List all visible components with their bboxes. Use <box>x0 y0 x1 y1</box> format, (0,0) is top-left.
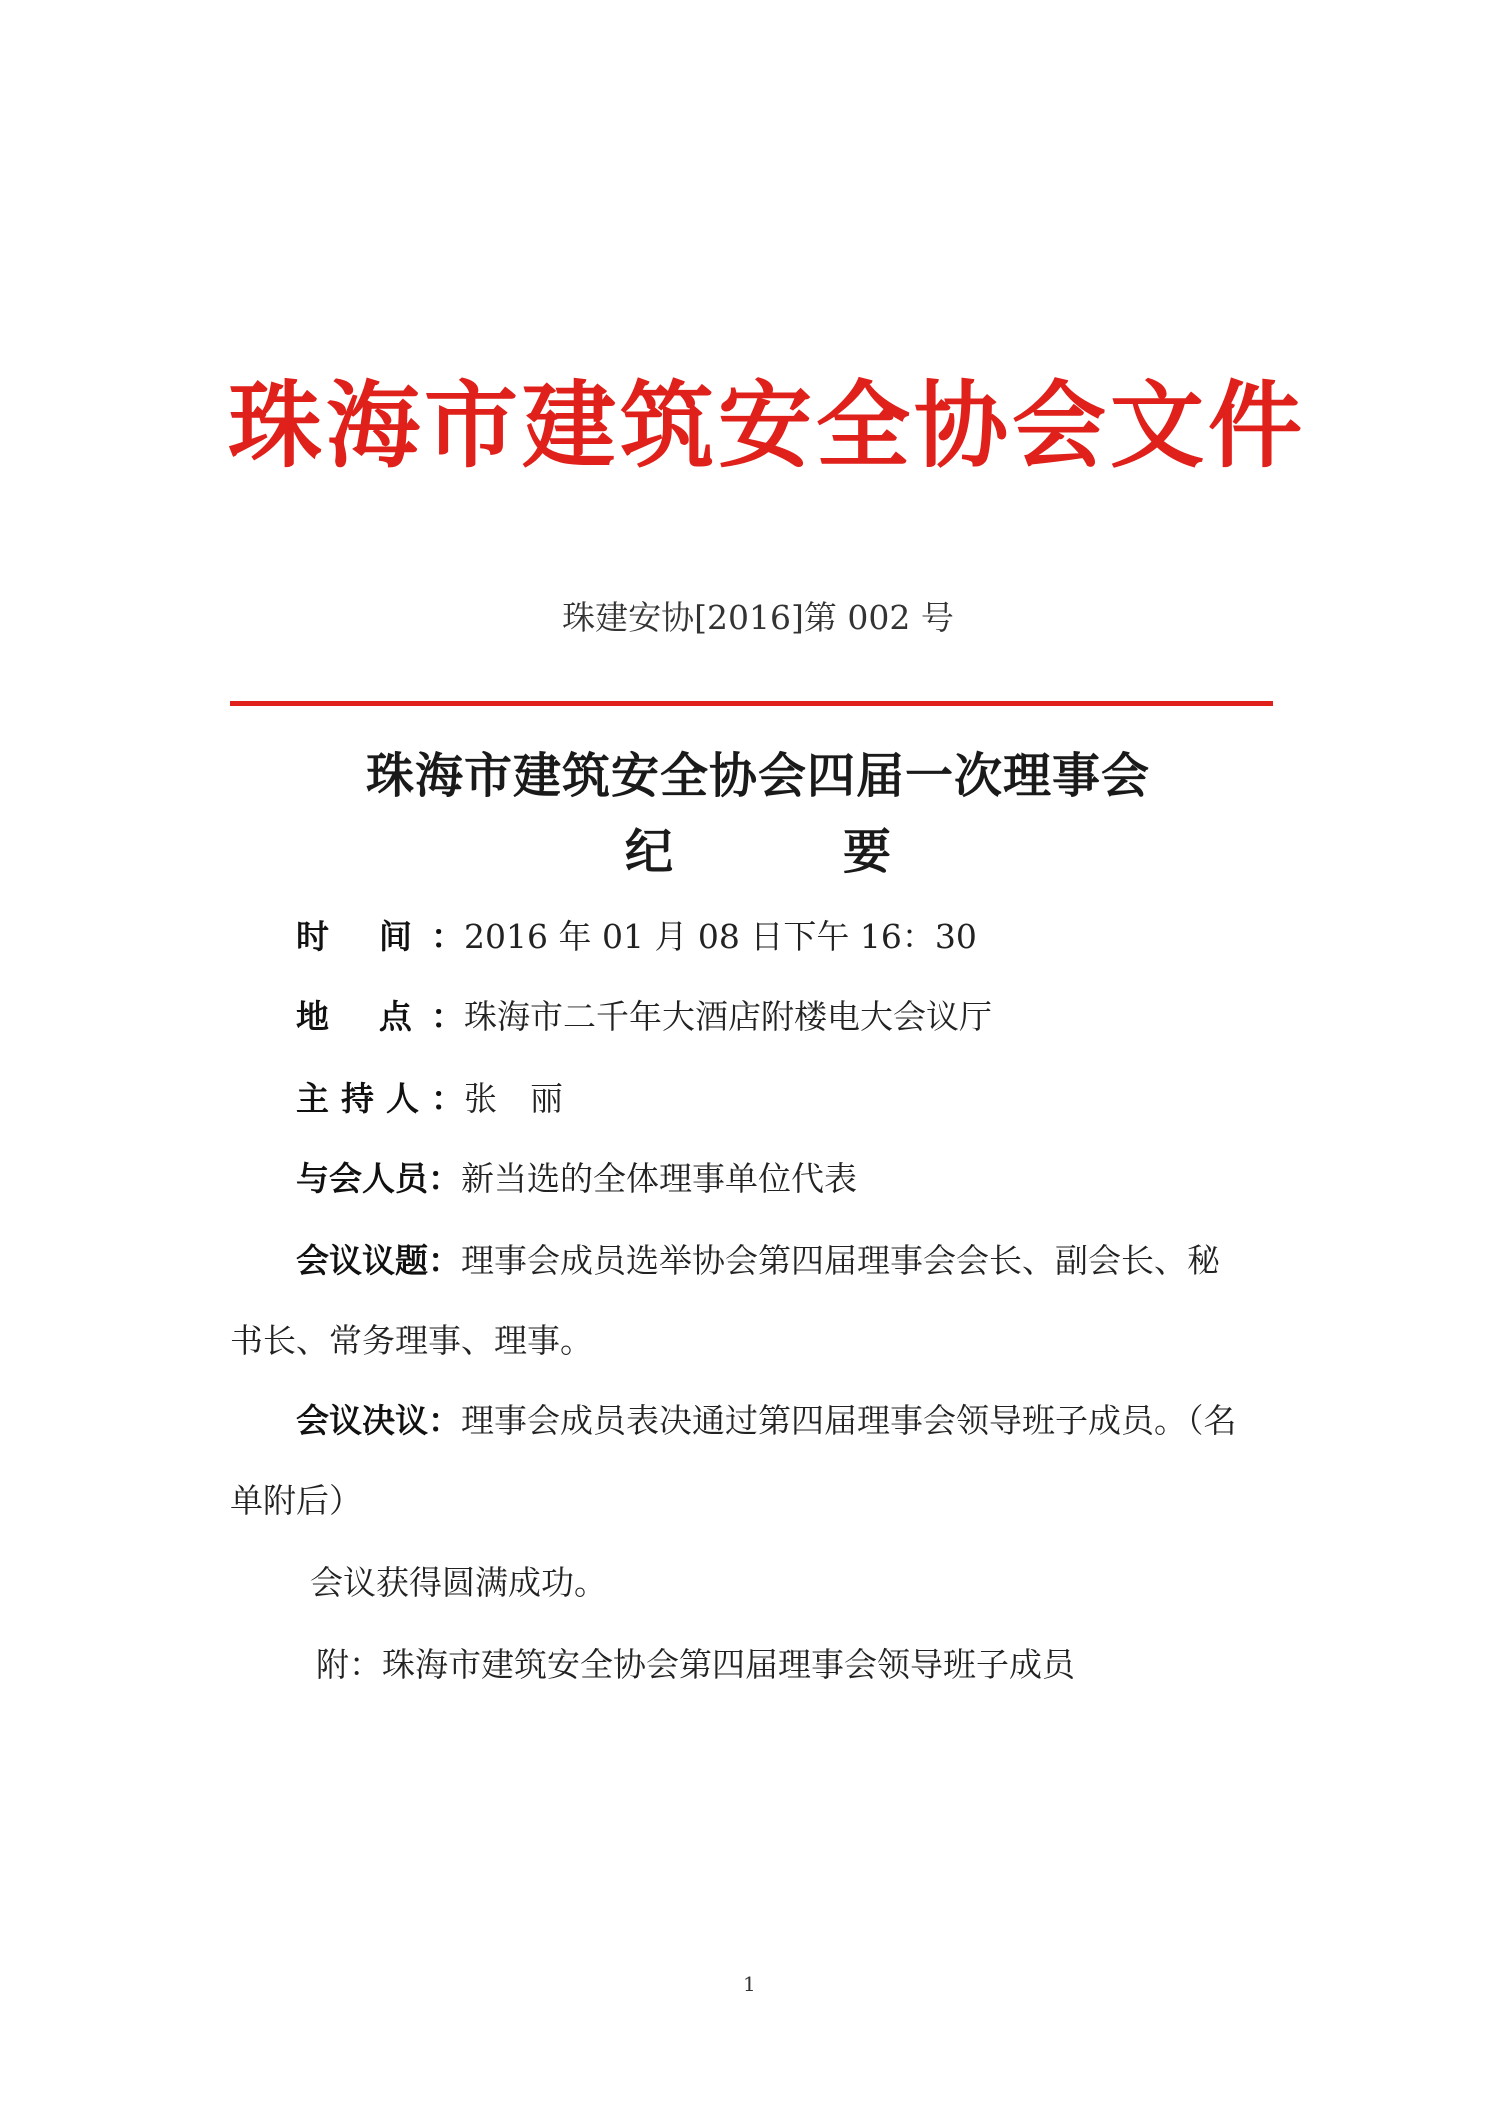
attendees-label: 与会人员： <box>296 1159 461 1198</box>
document-header-title: 珠海市建筑安全协会文件 <box>228 372 1307 481</box>
resolution-value-line1: 理事会成员表决通过第四届理事会领导班子成员。（名 <box>461 1401 1237 1440</box>
minutes-title: 珠海市建筑安全协会四届一次理事会 <box>365 748 1150 804</box>
closing-statement: 会议获得圆满成功。 <box>310 1563 607 1602</box>
resolution-value-line2: 单附后） <box>230 1481 362 1520</box>
place-value: 珠海市二千年大酒店附楼电大会议厅 <box>464 997 992 1036</box>
time-label: 时 间： <box>296 917 464 956</box>
resolution-label: 会议决议： <box>296 1401 461 1440</box>
topic-row <box>296 1241 1220 1280</box>
place-row <box>296 997 992 1036</box>
host-row <box>296 1079 563 1118</box>
page-number: 1 <box>743 1972 756 1996</box>
attendees-row <box>296 1159 857 1198</box>
minutes-subtitle <box>228 824 1288 880</box>
red-divider-line <box>230 701 1273 706</box>
minutes-subtitle-char-2: 要 <box>843 824 892 880</box>
topic-value-line1: 理事会成员选举协会第四届理事会会长、副会长、秘 <box>461 1241 1220 1280</box>
resolution-row <box>296 1401 1237 1440</box>
topic-label: 会议议题： <box>296 1241 461 1280</box>
host-label: 主持人： <box>296 1079 464 1118</box>
attendees-value: 新当选的全体理事单位代表 <box>461 1159 857 1198</box>
minutes-subtitle-char-1: 纪 <box>624 824 673 880</box>
topic-value-line2: 书长、常务理事、理事。 <box>230 1321 593 1360</box>
host-value: 张 丽 <box>464 1079 563 1118</box>
attachment-note: 附：珠海市建筑安全协会第四届理事会领导班子成员 <box>316 1645 1075 1684</box>
place-label: 地 点： <box>296 997 464 1036</box>
time-row <box>296 917 977 956</box>
document-number: 珠建安协[2016]第 002 号 <box>562 598 954 637</box>
time-value: 2016 年 01 月 08 日下午 16：30 <box>464 917 977 956</box>
